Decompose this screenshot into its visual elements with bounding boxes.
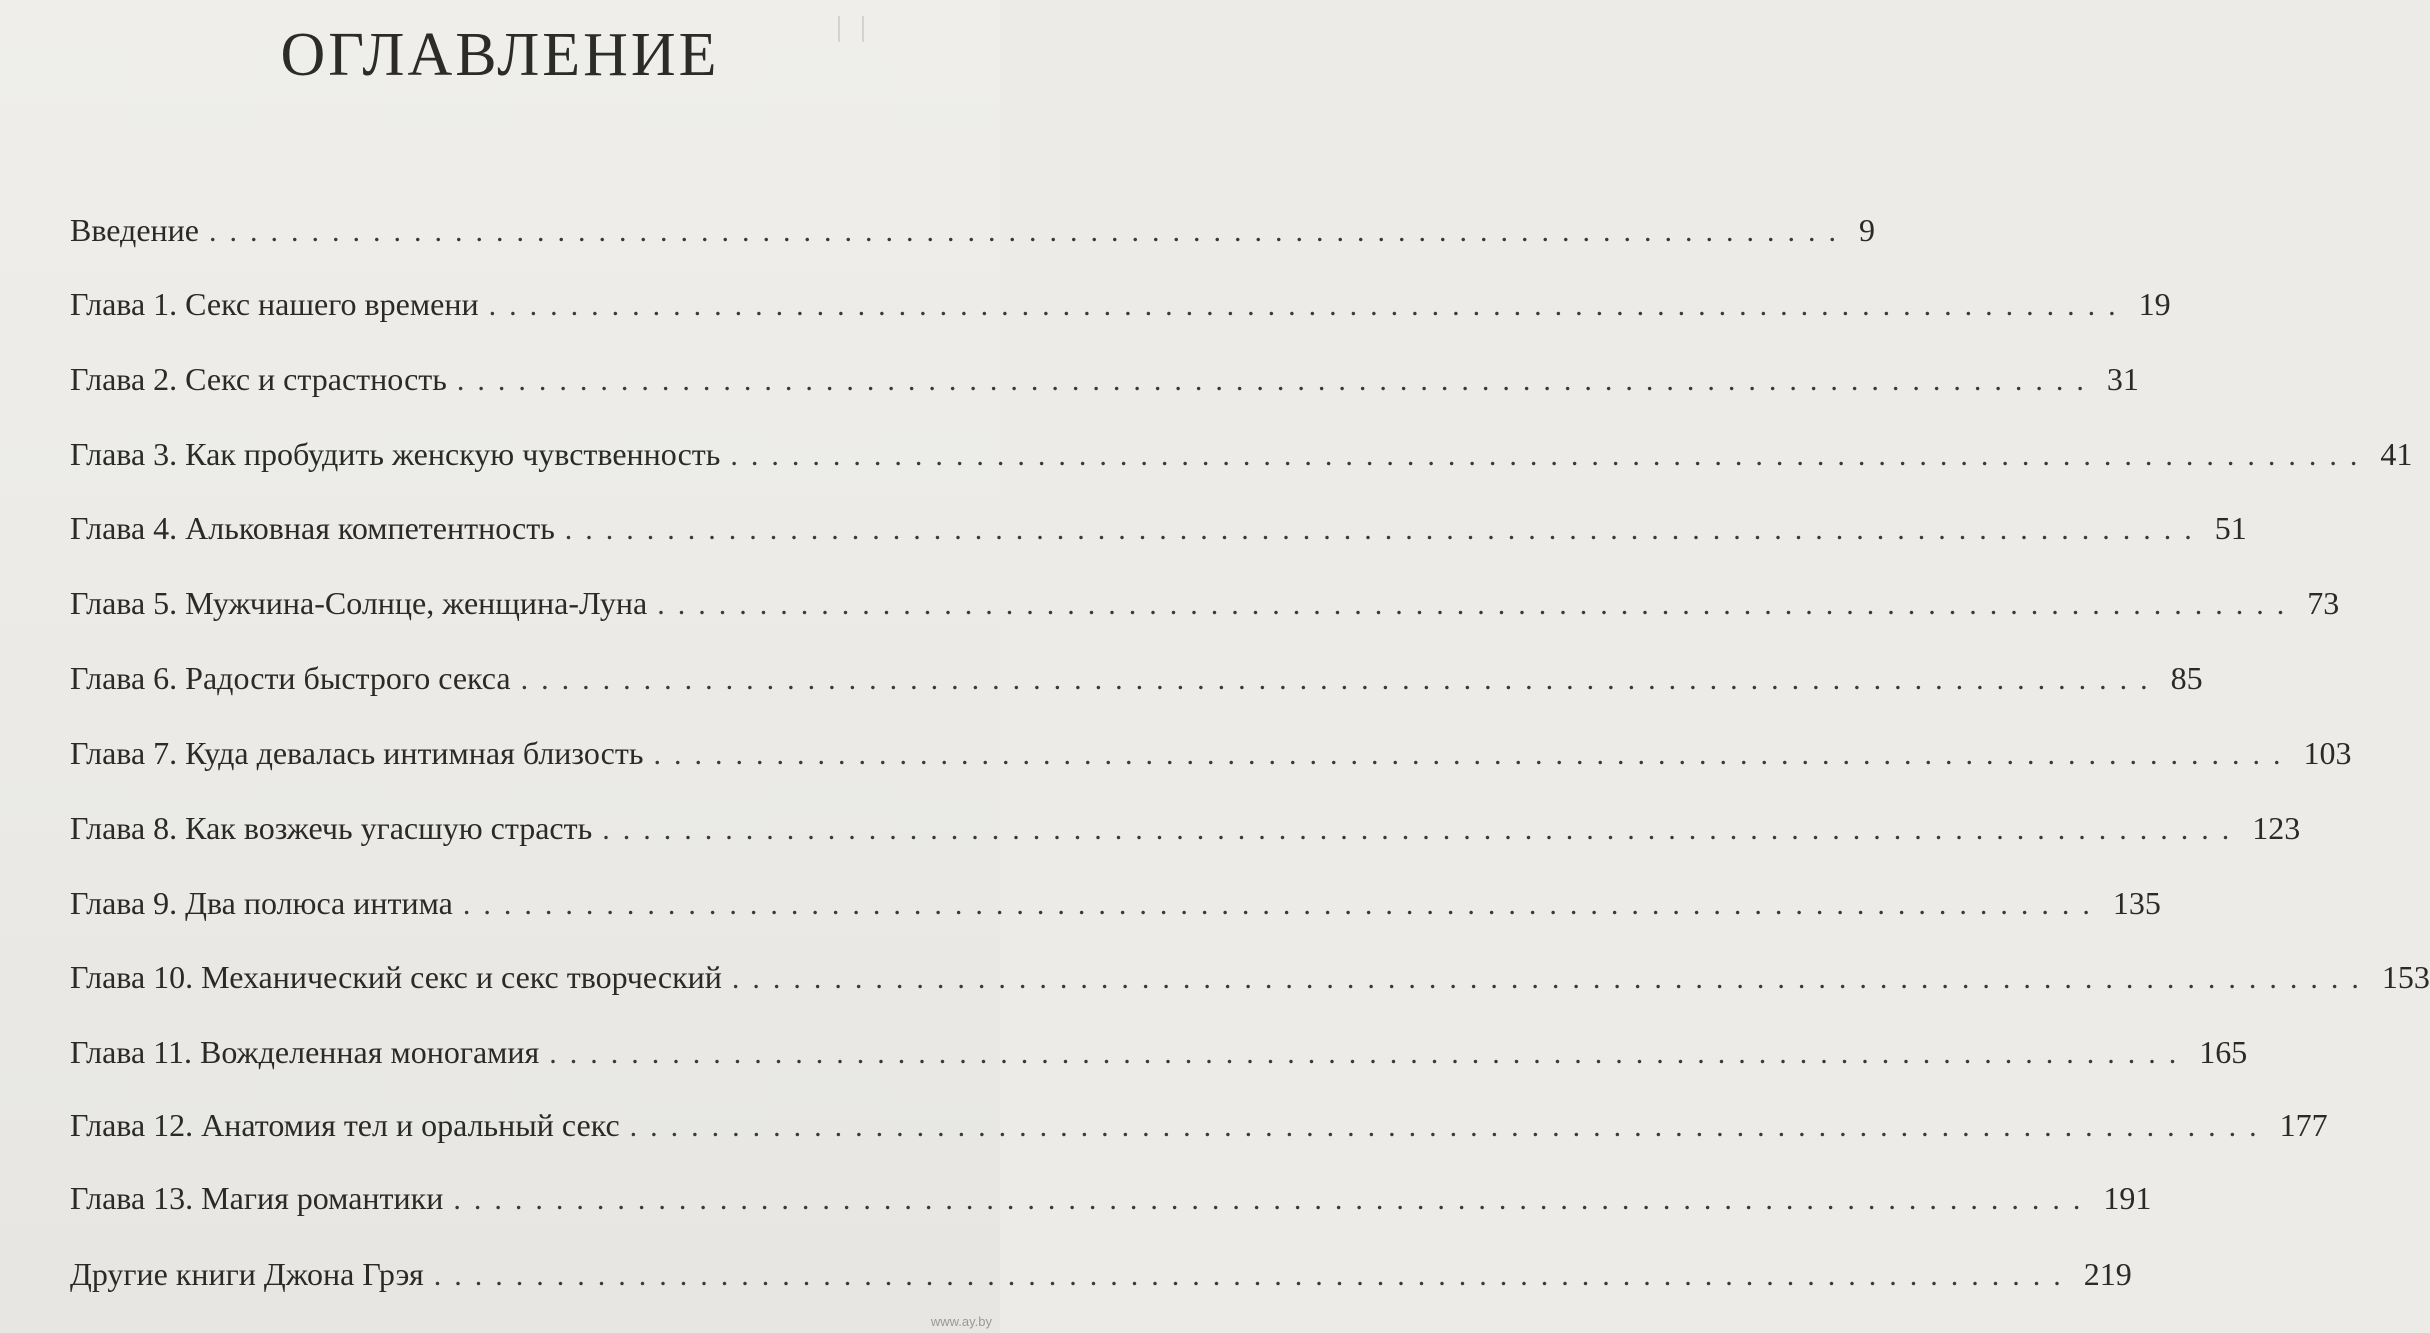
toc-entry-title: Глава 13. Магия романтики [70, 1180, 444, 1216]
toc-entry-page: 19 [2138, 286, 2171, 322]
toc-entry-page: 153 [2381, 959, 2430, 995]
toc-entry-page: 191 [2103, 1180, 2152, 1216]
toc-entry [70, 1103, 2328, 1147]
toc-entry [70, 731, 2352, 775]
toc-entry-page: 31 [2106, 361, 2139, 397]
toc-leader-dots: ................................................................................ [488, 289, 2129, 322]
toc-entry-page: 73 [2307, 585, 2340, 621]
toc-entry-title: Глава 11. Вожделенная моногамия [70, 1034, 540, 1070]
toc-leader-dots: ................................................................................ [653, 738, 2294, 771]
toc-entry-page: 41 [2380, 436, 2413, 472]
toc-entry-page: 9 [1858, 212, 1875, 248]
toc-entry [70, 806, 2301, 850]
toc-entry-title: Введение [70, 212, 199, 248]
toc-leader-dots: ................................................................................ [730, 439, 2371, 472]
toc-entry [70, 1030, 2248, 1074]
toc-entry-title: Глава 3. Как пробудить женскую чувственность [70, 436, 721, 472]
toc-entry-title: Глава 2. Секс и страстность [70, 361, 447, 397]
toc-leader-dots: ................................................................................ [731, 962, 2372, 995]
toc-entry [70, 208, 1875, 252]
source-watermark: www.ay.by [930, 1314, 992, 1329]
toc-leader-dots: ................................................................................ [456, 364, 2097, 397]
toc-entry [70, 955, 2430, 999]
toc-leader-dots: ................................................................................ [657, 588, 2298, 621]
toc-entry-page: 219 [2083, 1256, 2132, 1292]
toc-entry [70, 581, 2340, 625]
toc-leader-dots: ................................................................................ [549, 1037, 2190, 1070]
toc-entry [70, 881, 2161, 925]
toc-leader-dots: ................................................................................ [520, 663, 2161, 696]
toc-entry-title: Глава 6. Радости быстрого секса [70, 660, 511, 696]
toc-leader-dots: ................................................................................ [453, 1183, 2094, 1216]
toc-leader-dots: ................................................................................ [433, 1259, 2074, 1292]
toc-leader-dots: ................................................................................ [208, 215, 1849, 248]
toc-entry [70, 1176, 2152, 1220]
toc-entry-title: Другие книги Джона Грэя [70, 1256, 424, 1292]
toc-leader-dots: ................................................................................ [602, 813, 2243, 846]
page-title: ОГЛАВЛЕНИЕ [280, 21, 720, 89]
toc-entry [70, 1252, 2132, 1296]
toc-entry-title: Глава 10. Механический секс и секс творческий [70, 959, 722, 995]
toc-entry-title: Глава 8. Как возжечь угасшую страсть [70, 810, 593, 846]
toc-entry [70, 357, 2139, 401]
toc-entry [70, 656, 2203, 700]
toc-entry-title: Глава 5. Мужчина-Солнце, женщина-Луна [70, 585, 648, 621]
toc-entry-title: Глава 1. Секс нашего времени [70, 286, 479, 322]
toc-entry-page: 165 [2199, 1034, 2248, 1070]
toc-entry [70, 282, 2171, 326]
toc-entry-page: 85 [2170, 660, 2203, 696]
toc-entry-title: Глава 12. Анатомия тел и оральный секс [70, 1107, 620, 1143]
toc-leader-dots: ................................................................................ [564, 513, 2205, 546]
toc-entry [70, 506, 2247, 550]
toc-leader-dots: ................................................................................ [629, 1110, 2270, 1143]
toc-entry-title: Глава 7. Куда девалась интимная близость [70, 735, 644, 771]
toc-entry-page: 177 [2279, 1107, 2328, 1143]
toc-entry-page: 123 [2252, 810, 2301, 846]
toc-entry-page: 135 [2112, 885, 2161, 921]
toc-leader-dots: ................................................................................ [462, 888, 2103, 921]
toc-entry-page: 103 [2303, 735, 2352, 771]
toc-entry-page: 51 [2214, 510, 2247, 546]
toc-entry [70, 432, 2413, 476]
toc-entry-title: Глава 9. Два полюса интима [70, 885, 453, 921]
toc-entry-title: Глава 4. Альковная компетентность [70, 510, 555, 546]
